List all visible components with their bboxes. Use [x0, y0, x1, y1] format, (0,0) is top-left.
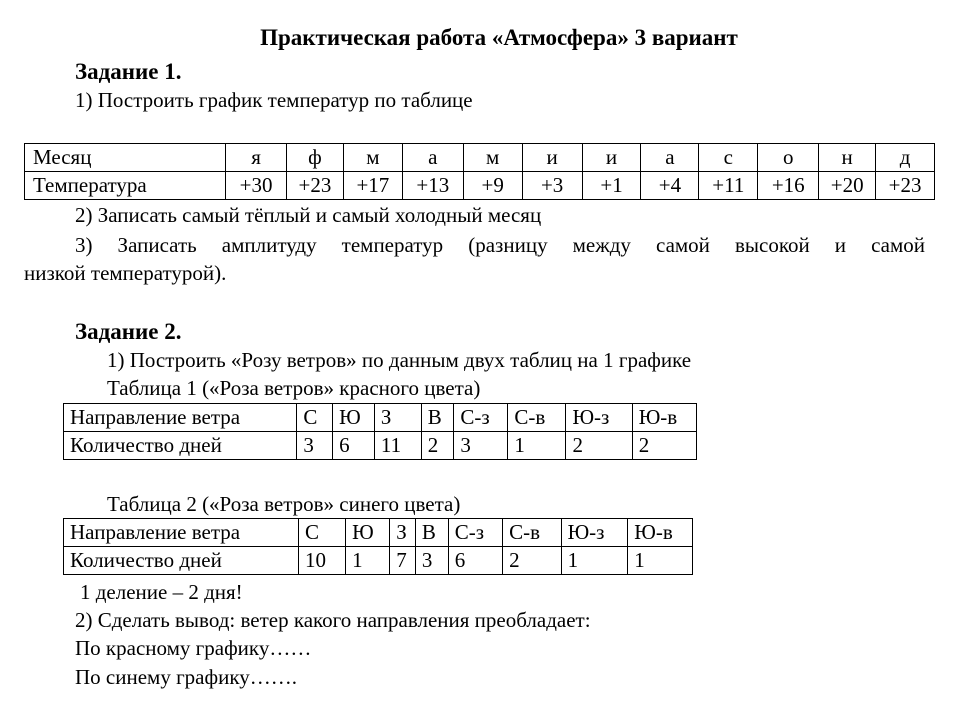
- month-cell: н: [819, 144, 876, 172]
- direction-row: [64, 519, 693, 547]
- month-cell: и: [522, 144, 582, 172]
- month-cell: м: [343, 144, 402, 172]
- task1-heading: Задание 1.: [75, 59, 182, 84]
- direction-row: [64, 404, 697, 432]
- scale-note: 1 деление – 2 дня!: [80, 580, 243, 604]
- direction-cell: З: [390, 519, 416, 547]
- days-cell: 2: [566, 432, 632, 460]
- direction-cell: В: [421, 404, 454, 432]
- direction-cell: Ю-в: [632, 404, 696, 432]
- days-cell: 1: [628, 547, 693, 575]
- wind-rose-table-blue: [63, 518, 693, 575]
- temperature-cell: +23: [876, 172, 935, 200]
- month-cell: и: [582, 144, 641, 172]
- red-graph-line: По красному графику……: [75, 636, 312, 660]
- days-cell: 11: [374, 432, 421, 460]
- month-cell: о: [758, 144, 819, 172]
- task1-step2: 2) Записать самый тёплый и самый холодный месяц: [75, 203, 542, 227]
- direction-cell: З: [374, 404, 421, 432]
- days-cell: 2: [503, 547, 561, 575]
- direction-cell: Ю: [346, 519, 390, 547]
- month-cell: м: [463, 144, 522, 172]
- month-row-label: Месяц: [25, 144, 226, 172]
- days-cell: 3: [415, 547, 448, 575]
- days-cell: 1: [346, 547, 390, 575]
- document-title: Практическая работа «Атмосфера» 3 вариант: [260, 25, 738, 50]
- direction-cell: Ю-в: [628, 519, 693, 547]
- task2-heading: Задание 2.: [75, 319, 182, 344]
- temperature-cell: +23: [287, 172, 344, 200]
- temperature-row-label: Температура: [25, 172, 226, 200]
- direction-cell: Ю-з: [566, 404, 632, 432]
- days-cell: 6: [448, 547, 502, 575]
- direction-row-label: Направление ветра: [64, 404, 297, 432]
- direction-cell: Ю: [333, 404, 375, 432]
- days-cell: 3: [454, 432, 508, 460]
- direction-cell: В: [415, 519, 448, 547]
- days-row: [64, 432, 697, 460]
- direction-row-label: Направление ветра: [64, 519, 299, 547]
- temperature-cell: +9: [463, 172, 522, 200]
- temperature-cell: +17: [343, 172, 402, 200]
- days-cell: 1: [508, 432, 566, 460]
- days-row-label: Количество дней: [64, 432, 297, 460]
- direction-cell: С-в: [503, 519, 561, 547]
- task1-step3-line1: 3) Записать амплитуду температур (разницу между самой высокой и самой: [75, 233, 925, 257]
- direction-cell: С-в: [508, 404, 566, 432]
- direction-cell: Ю-з: [561, 519, 628, 547]
- temperature-cell: +30: [226, 172, 287, 200]
- temperature-cell: +4: [641, 172, 699, 200]
- task1-step1: 1) Построить график температур по таблице: [75, 88, 473, 112]
- direction-cell: С: [297, 404, 333, 432]
- direction-cell: С-з: [448, 519, 502, 547]
- month-cell: д: [876, 144, 935, 172]
- temperature-table: [24, 143, 935, 200]
- month-cell: я: [226, 144, 287, 172]
- temperature-cell: +20: [819, 172, 876, 200]
- days-row: [64, 547, 693, 575]
- days-cell: 1: [561, 547, 628, 575]
- blue-graph-line: По синему графику…….: [75, 665, 298, 689]
- temperature-cell: +16: [758, 172, 819, 200]
- temperature-row: [25, 172, 935, 200]
- month-cell: с: [699, 144, 758, 172]
- month-cell: а: [402, 144, 463, 172]
- wind-rose-table-red: [63, 403, 697, 460]
- task2-step1: 1) Построить «Розу ветров» по данным двух таблиц на 1 графике: [107, 348, 692, 372]
- month-row: [25, 144, 935, 172]
- days-cell: 2: [421, 432, 454, 460]
- task2-step2: 2) Сделать вывод: ветер какого направления преобладает:: [75, 608, 591, 632]
- days-row-label: Количество дней: [64, 547, 299, 575]
- days-cell: 2: [632, 432, 696, 460]
- month-cell: а: [641, 144, 699, 172]
- table1-caption: Таблица 1 («Роза ветров» красного цвета): [107, 376, 481, 400]
- days-cell: 10: [298, 547, 345, 575]
- month-cell: ф: [287, 144, 344, 172]
- direction-cell: С: [298, 519, 345, 547]
- table2-caption: Таблица 2 («Роза ветров» синего цвета): [107, 492, 461, 516]
- temperature-cell: +1: [582, 172, 641, 200]
- temperature-cell: +11: [699, 172, 758, 200]
- task1-step3-line2: низкой температурой).: [24, 261, 227, 285]
- days-cell: 7: [390, 547, 416, 575]
- days-cell: 3: [297, 432, 333, 460]
- temperature-cell: +13: [402, 172, 463, 200]
- temperature-cell: +3: [522, 172, 582, 200]
- days-cell: 6: [333, 432, 375, 460]
- direction-cell: С-з: [454, 404, 508, 432]
